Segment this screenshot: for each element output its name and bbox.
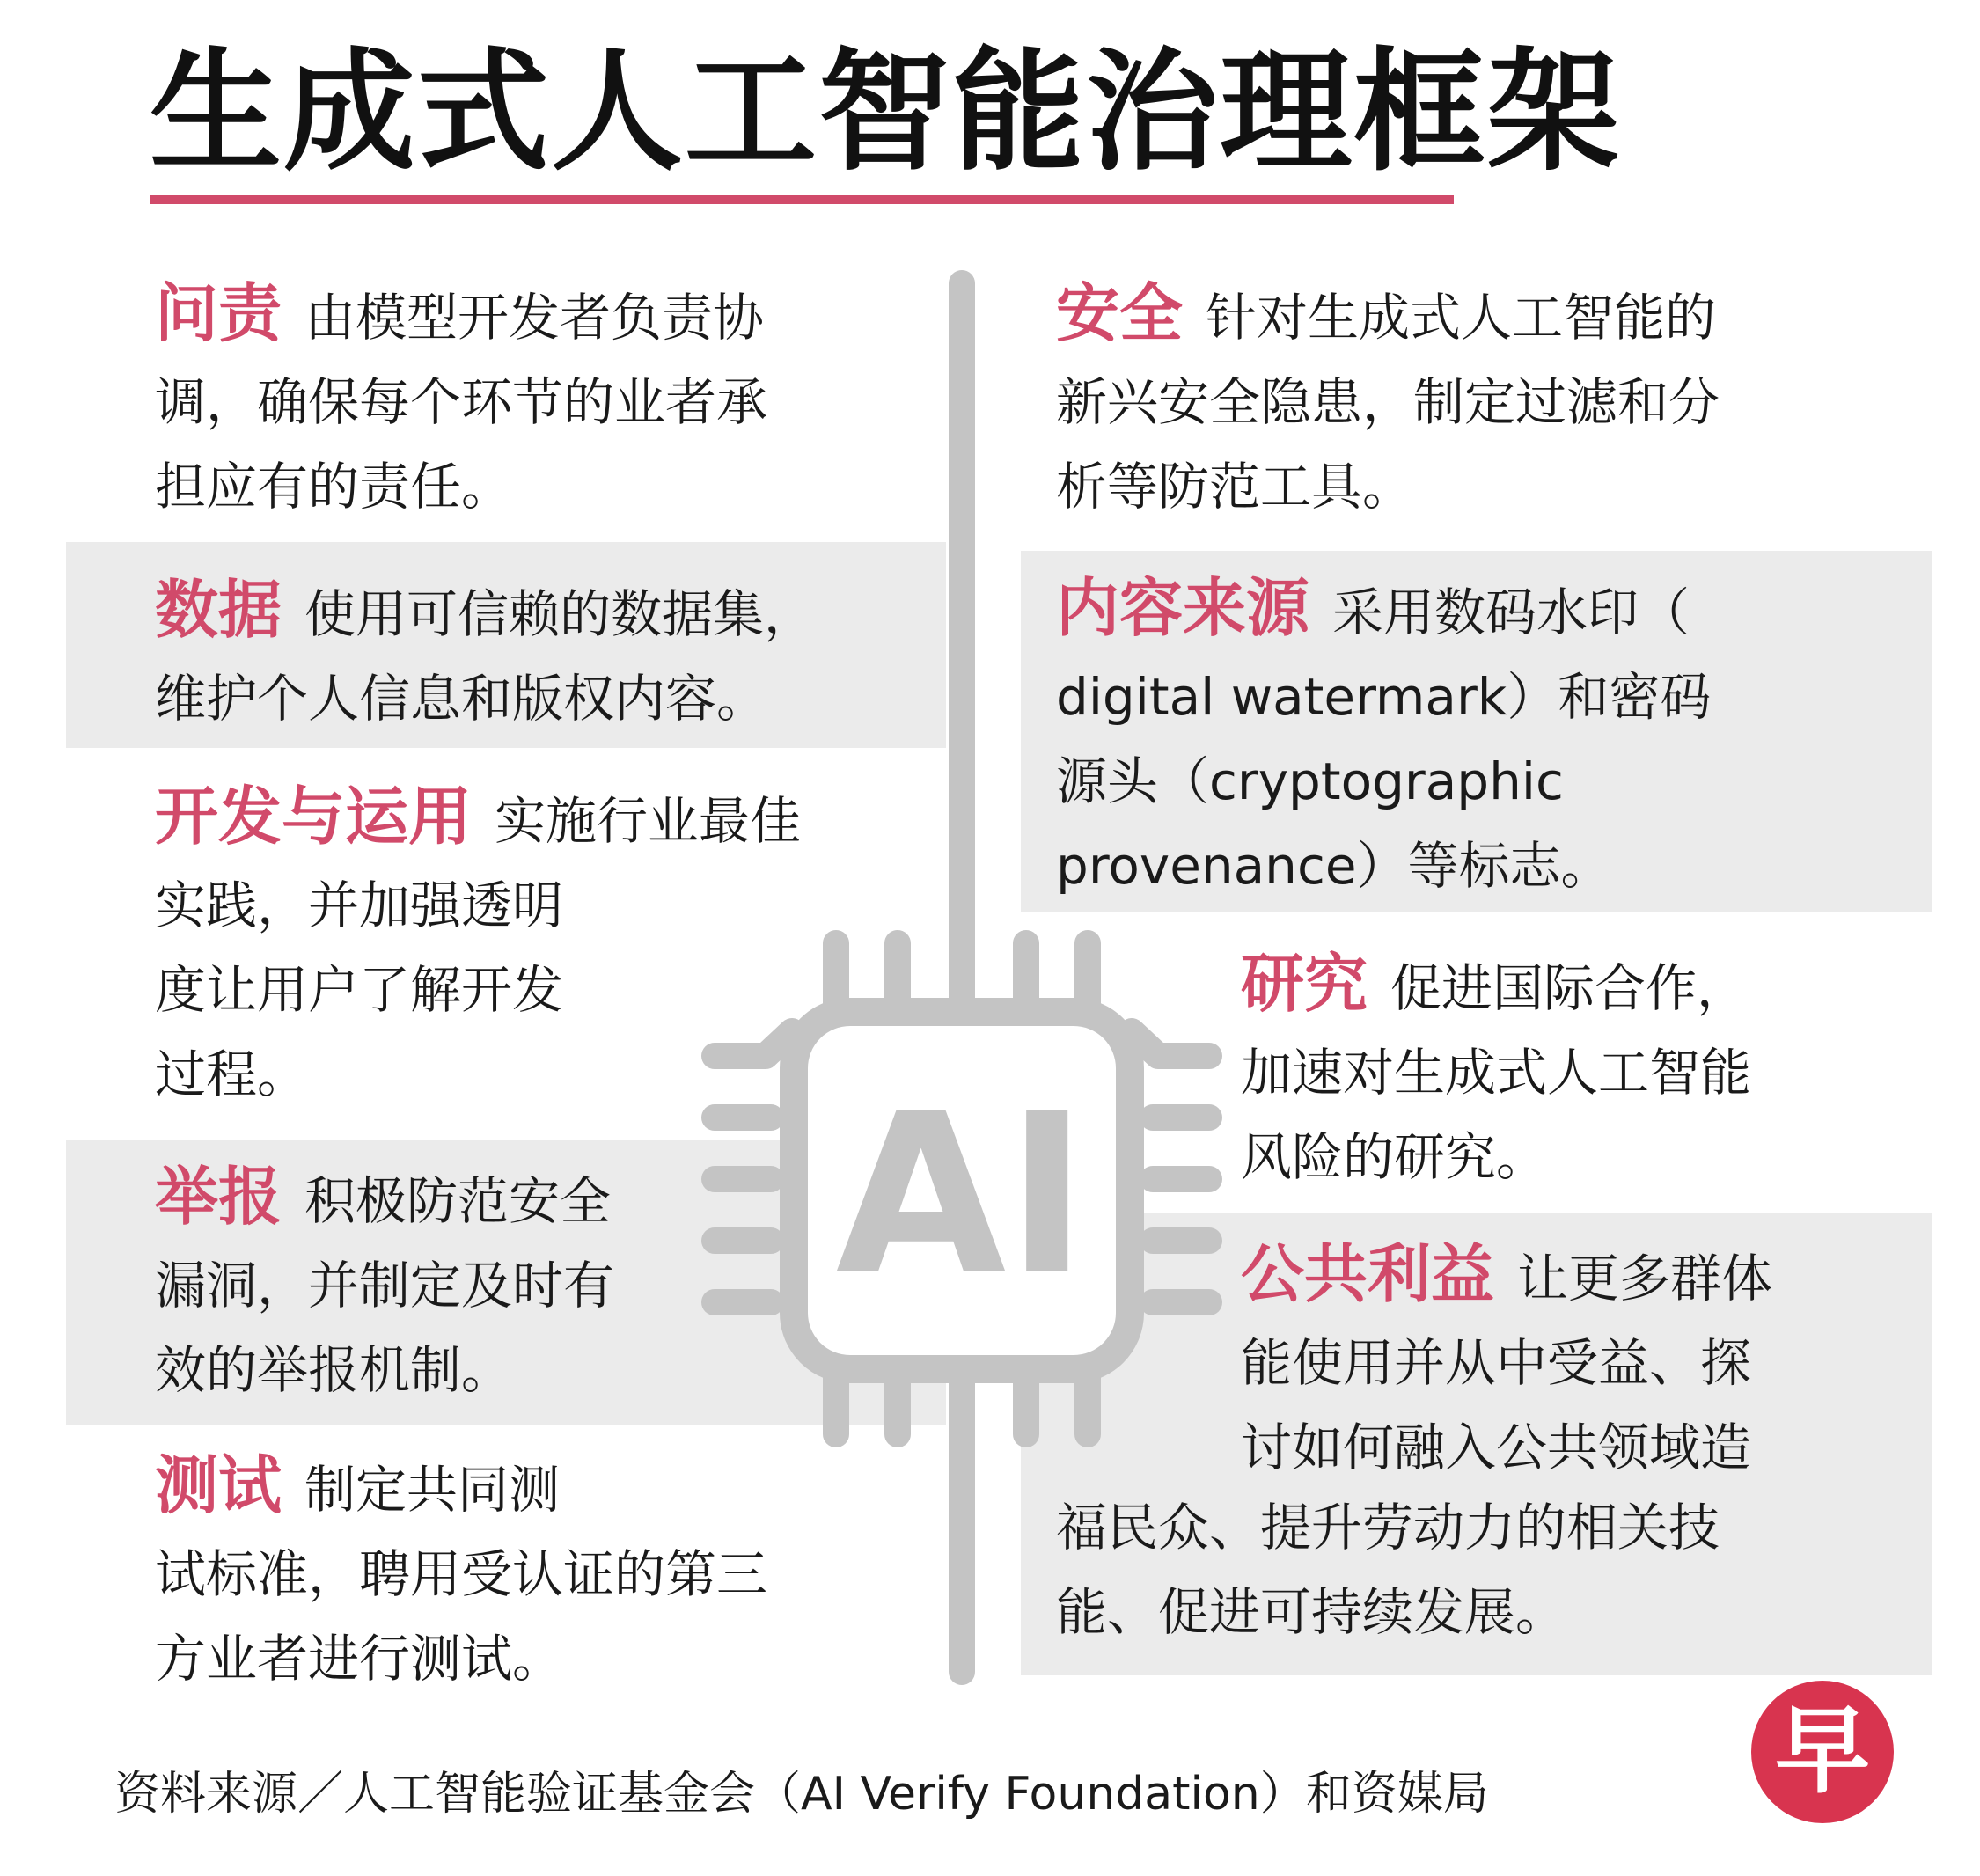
keyword-data: 数据	[155, 573, 282, 647]
source-credit: 资料来源／人工智能验证基金会（AI Verify Foundation）和资媒局	[114, 1768, 1489, 1821]
keyword-research: 研究	[1241, 947, 1368, 1021]
keyword-public-interest: 公共利益	[1241, 1237, 1495, 1311]
keyword-security: 安全	[1056, 276, 1184, 350]
item-accountability: 问责 由模型开发者负责协 调，确保每个环节的业者承 担应有的责任。	[155, 276, 768, 517]
keyword-content-provenance: 内容来源	[1056, 571, 1310, 645]
item-research: 研究 促进国际合作， 加速对生成式人工智能 风险的研究。	[1241, 947, 1752, 1187]
keyword-testing: 测试	[155, 1448, 282, 1522]
page-title: 生成式人工智能治理框架	[150, 36, 1622, 189]
item-security: 安全 针对生成式人工智能的 新兴安全隐患，制定过滤和分 析等防范工具。	[1056, 276, 1720, 517]
item-development: 开发与运用 实施行业最佳 实践，并加强透明 度让用户了解开发 过程。	[155, 780, 802, 1104]
zaobao-logo	[1751, 1681, 1894, 1823]
logo-glyph: 早	[1774, 1696, 1870, 1806]
item-content-provenance: 内容来源 采用数码水印（ digital watermark）和密码 源头（cryptographic provenance）等标志。	[1056, 571, 1712, 896]
chip-label: AI	[835, 1066, 1089, 1323]
item-public-interest: 公共利益 让更多群体 能使用并从中受益、探 讨如何融入公共领域造	[1241, 1237, 1773, 1477]
item-public-interest-continued: 福民众、提升劳动力的相关技 能、促进可持续发展。	[1056, 1498, 1720, 1642]
keyword-reporting: 举报	[155, 1160, 282, 1234]
item-testing: 测试 制定共同测 试标准，聘用受认证的第三 方业者进行测试。	[155, 1448, 768, 1689]
keyword-accountability: 问责	[155, 276, 282, 350]
keyword-development: 开发与运用	[155, 780, 473, 854]
item-data: 数据 使用可信赖的数据集， 维护个人信息和版权内容。	[155, 573, 816, 729]
item-reporting: 举报 积极防范安全 漏洞，并制定及时有 效的举报机制。	[155, 1160, 615, 1400]
